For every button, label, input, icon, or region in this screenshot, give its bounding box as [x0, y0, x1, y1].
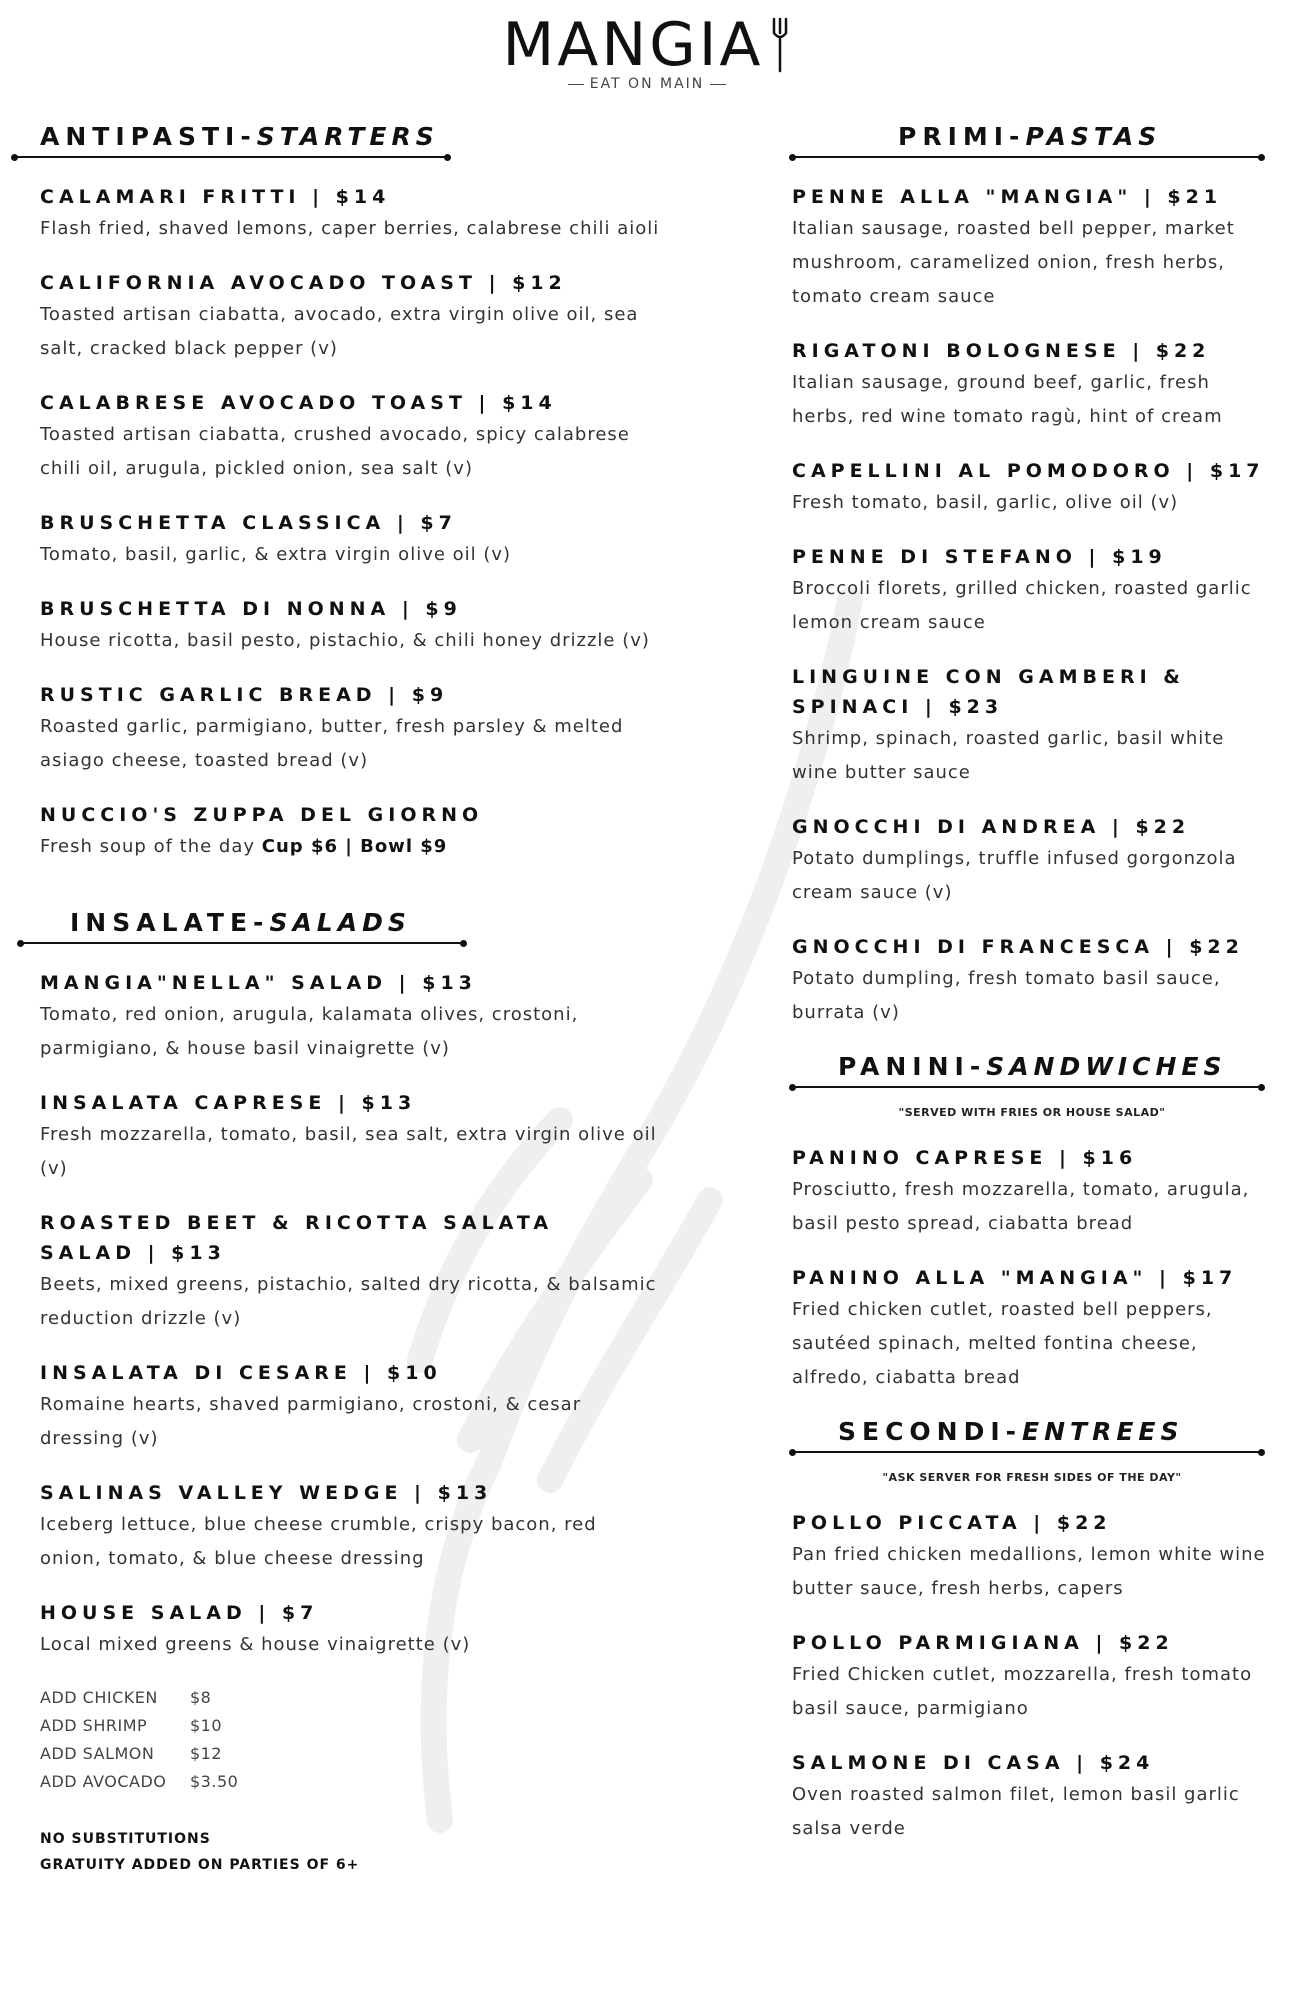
menu-item-name: RIGATONI BOLOGNESE | $22	[792, 340, 1211, 362]
menu-item-description-text: Pan fried chicken medallions, lemon white wine butter sauce, fresh herbs, capers	[792, 1544, 1266, 1599]
menu-item-description-text: Beets, mixed greens, pistachio, salted dry ricotta, & balsamic reduction drizzle (v)	[40, 1274, 657, 1329]
menu-item	[792, 812, 1272, 910]
primi-list	[792, 182, 1272, 1030]
menu-item-description	[792, 1658, 1272, 1726]
menu-item-name: RUSTIC GARLIC BREAD | $9	[40, 684, 449, 706]
menu-item-name: CALAMARI FRITTI | $14	[40, 186, 391, 208]
menu-item-name: CALABRESE AVOCADO TOAST | $14	[40, 392, 557, 414]
menu-item-description-text: Fried Chicken cutlet, mozzarella, fresh tomato basil sauce, parmigiano	[792, 1664, 1253, 1719]
logo	[0, 10, 1294, 80]
menu-item-name: PANINO ALLA "MANGIA" | $17	[792, 1267, 1238, 1289]
fork-icon	[769, 17, 791, 73]
menu-item-price-detail: Cup $6 | Bowl $9	[261, 836, 448, 857]
menu-item-description	[792, 962, 1272, 1030]
menu-item-name: HOUSE SALAD | $7	[40, 1602, 319, 1624]
antipasti-list	[40, 182, 660, 864]
menu-item	[40, 800, 660, 864]
menu-item-description	[792, 1173, 1272, 1241]
menu-item-description-text: Iceberg lettuce, blue cheese crumble, crispy bacon, red onion, tomato, & blue cheese dressing	[40, 1514, 597, 1569]
menu-item-name: POLLO PICCATA | $22	[792, 1512, 1112, 1534]
menu-item	[792, 1748, 1272, 1846]
menu-item-description-text: Potato dumplings, truffle infused gorgonzola cream sauce (v)	[792, 848, 1237, 903]
addon-label: ADD AVOCADO	[40, 1772, 167, 1791]
addon-label: ADD CHICKEN	[40, 1688, 158, 1707]
menu-item-name: CALIFORNIA AVOCADO TOAST | $12	[40, 272, 567, 294]
left-column	[40, 122, 660, 1878]
menu-item-description	[40, 212, 660, 246]
menu-item	[40, 1598, 660, 1662]
menu-item-name: LINGUINE CON GAMBERI & SPINACI | $23	[792, 666, 1185, 718]
menu-item-description	[40, 710, 660, 778]
menu-item	[40, 268, 660, 366]
menu-item-description	[40, 1388, 660, 1456]
menu-item	[792, 1508, 1272, 1606]
insalate-list	[40, 968, 660, 1662]
menu-item	[792, 1143, 1272, 1241]
menu-item-name: MANGIA"NELLA" SALAD | $13	[40, 972, 477, 994]
menu-item-name: INSALATA DI CESARE | $10	[40, 1362, 442, 1384]
menu-item-description-text: Roasted garlic, parmigiano, butter, fresh parsley & melted asiago cheese, toasted bread (v)	[40, 716, 624, 771]
menu-item	[792, 542, 1272, 640]
menu-item-name: POLLO PARMIGIANA | $22	[792, 1632, 1174, 1654]
menu-item-description-text: Fresh tomato, basil, garlic, olive oil (v)	[792, 492, 1179, 513]
menu-item	[40, 1088, 660, 1186]
menu-item-description	[40, 1268, 660, 1336]
menu-item-name: SALINAS VALLEY WEDGE | $13	[40, 1482, 493, 1504]
no-substitutions-note: NO SUBSTITUTIONS	[40, 1831, 211, 1847]
addon-price: $8	[190, 1688, 212, 1707]
menu-item	[40, 1358, 660, 1456]
menu-item-name: SALMONE DI CASA | $24	[792, 1752, 1155, 1774]
menu-item	[40, 182, 660, 246]
menu-item-description-text: Italian sausage, roasted bell pepper, market mushroom, caramelized onion, fresh herbs, tomato cream sauce	[792, 218, 1235, 307]
menu-item-description-text: Oven roasted salmon filet, lemon basil garlic salsa verde	[792, 1784, 1240, 1839]
tagline	[0, 76, 1294, 92]
menu-item-description	[40, 1118, 660, 1186]
panini-list	[792, 1143, 1272, 1395]
menu-item-name: PENNE ALLA "MANGIA" | $21	[792, 186, 1223, 208]
addon-price: $12	[190, 1744, 223, 1763]
right-column	[792, 122, 1272, 1868]
addon-row	[40, 1684, 660, 1712]
menu-item-name: PANINO CAPRESE | $16	[792, 1147, 1138, 1169]
section-header-panini	[792, 1052, 1272, 1098]
menu-item	[792, 1263, 1272, 1395]
addon-row	[40, 1768, 660, 1796]
section-title: ANTIPASTI-STARTERS	[40, 122, 439, 151]
menu-item-name: GNOCCHI DI FRANCESCA | $22	[792, 936, 1244, 958]
menu-item-description	[40, 298, 660, 366]
menu-item-description-text: Tomato, red onion, arugula, kalamata olives, crostoni, parmigiano, & house basil vinaigrette (v)	[40, 1004, 579, 1059]
menu-item-description-text: Shrimp, spinach, roasted garlic, basil white wine butter sauce	[792, 728, 1225, 783]
secondi-list	[792, 1508, 1272, 1846]
addon-price: $3.50	[190, 1772, 239, 1791]
menu-item-description-text: Flash fried, shaved lemons, caper berries, calabrese chili aioli	[40, 218, 660, 239]
menu-item-description-text: Romaine hearts, shaved parmigiano, crostoni, & cesar dressing (v)	[40, 1394, 582, 1449]
panini-note: "SERVED WITH FRIES OR HOUSE SALAD"	[898, 1106, 1166, 1119]
addon-price: $10	[190, 1716, 223, 1735]
menu-item-description-text: Fried chicken cutlet, roasted bell peppers, sautéed spinach, melted fontina cheese, alfredo, ciabatta bread	[792, 1299, 1213, 1388]
menu-item-description-text: Local mixed greens & house vinaigrette (v)	[40, 1634, 471, 1655]
menu-item	[40, 680, 660, 778]
logo-text: MANGIA	[502, 10, 764, 80]
menu-item	[40, 508, 660, 572]
menu-item-description	[792, 1538, 1272, 1606]
menu-item-description	[40, 1628, 660, 1662]
menu-item	[40, 1478, 660, 1576]
addon-row	[40, 1740, 660, 1768]
menu-item-description	[792, 486, 1272, 520]
section-header-antipasti	[40, 122, 660, 168]
addons-list	[40, 1684, 660, 1796]
section-title: SECONDI-ENTREES	[838, 1417, 1184, 1446]
section-title: PANINI-SANDWICHES	[838, 1052, 1227, 1081]
menu-item-description	[40, 624, 660, 658]
menu-item-description	[40, 418, 660, 486]
menu-item-description	[792, 572, 1272, 640]
menu-item	[792, 662, 1272, 790]
menu-item-description	[792, 1778, 1272, 1846]
section-title: INSALATE-SALADS	[70, 908, 411, 937]
menu-item	[40, 968, 660, 1066]
section-title: PRIMI-PASTAS	[898, 122, 1162, 151]
menu-item	[792, 456, 1272, 520]
menu-item-description-text: Toasted artisan ciabatta, crushed avocado, spicy calabrese chili oil, arugula, pickled onion, sea salt (v)	[40, 424, 630, 479]
secondi-note: "ASK SERVER FOR FRESH SIDES OF THE DAY"	[882, 1471, 1182, 1484]
menu-item-name: GNOCCHI DI ANDREA | $22	[792, 816, 1191, 838]
gratuity-note: GRATUITY ADDED ON PARTIES OF 6+	[40, 1857, 360, 1873]
section-divider	[792, 1451, 1262, 1453]
menu-item	[792, 336, 1272, 434]
menu-item-description	[40, 998, 660, 1066]
menu-item	[40, 388, 660, 486]
menu-item-name: PENNE DI STEFANO | $19	[792, 546, 1167, 568]
menu-item-name: BRUSCHETTA DI NONNA | $9	[40, 598, 462, 620]
menu-item-description	[792, 212, 1272, 314]
menu-item-description	[40, 1508, 660, 1576]
menu-item-description	[40, 538, 660, 572]
menu-item-description-text: Fresh soup of the day	[40, 836, 256, 857]
addon-label: ADD SALMON	[40, 1744, 155, 1763]
menu-item	[40, 594, 660, 658]
section-divider	[14, 156, 448, 158]
menu-item	[792, 1628, 1272, 1726]
section-divider	[792, 156, 1262, 158]
menu-item	[792, 932, 1272, 1030]
section-header-primi	[792, 122, 1272, 168]
menu-item-description	[792, 842, 1272, 910]
tagline-text: EAT ON MAIN	[589, 76, 705, 92]
menu-item-description	[40, 830, 660, 864]
menu-item-description	[792, 722, 1272, 790]
menu-item-name: INSALATA CAPRESE | $13	[40, 1092, 417, 1114]
menu-item-description	[792, 366, 1272, 434]
section-divider	[20, 942, 464, 944]
section-header-insalate	[40, 908, 660, 954]
menu-item-description-text: House ricotta, basil pesto, pistachio, & chili honey drizzle (v)	[40, 630, 650, 651]
section-divider	[792, 1086, 1262, 1088]
footer-notes	[40, 1826, 660, 1878]
menu-item-name: CAPELLINI AL POMODORO | $17	[792, 460, 1265, 482]
menu-item-description-text: Italian sausage, ground beef, garlic, fresh herbs, red wine tomato ragù, hint of cream	[792, 372, 1223, 427]
menu-item	[792, 182, 1272, 314]
menu-item-name: NUCCIO'S ZUPPA DEL GIORNO	[40, 804, 484, 826]
menu-item-description-text: Prosciutto, fresh mozzarella, tomato, arugula, basil pesto spread, ciabatta bread	[792, 1179, 1250, 1234]
menu-item	[40, 1208, 660, 1336]
menu-item-description	[792, 1293, 1272, 1395]
menu-item-name: BRUSCHETTA CLASSICA | $7	[40, 512, 457, 534]
menu-item-description-text: Tomato, basil, garlic, & extra virgin olive oil (v)	[40, 544, 512, 565]
menu-item-description-text: Toasted artisan ciabatta, avocado, extra virgin olive oil, sea salt, cracked black pepper (v)	[40, 304, 639, 359]
menu-item-name: ROASTED BEET & RICOTTA SALATA SALAD | $13	[40, 1212, 554, 1264]
addon-row	[40, 1712, 660, 1740]
menu-item-description-text: Fresh mozzarella, tomato, basil, sea salt, extra virgin olive oil (v)	[40, 1124, 657, 1179]
addon-label: ADD SHRIMP	[40, 1716, 148, 1735]
section-header-secondi	[792, 1417, 1272, 1463]
menu-item-description-text: Potato dumpling, fresh tomato basil sauce, burrata (v)	[792, 968, 1221, 1023]
menu-item-description-text: Broccoli florets, grilled chicken, roasted garlic lemon cream sauce	[792, 578, 1252, 633]
